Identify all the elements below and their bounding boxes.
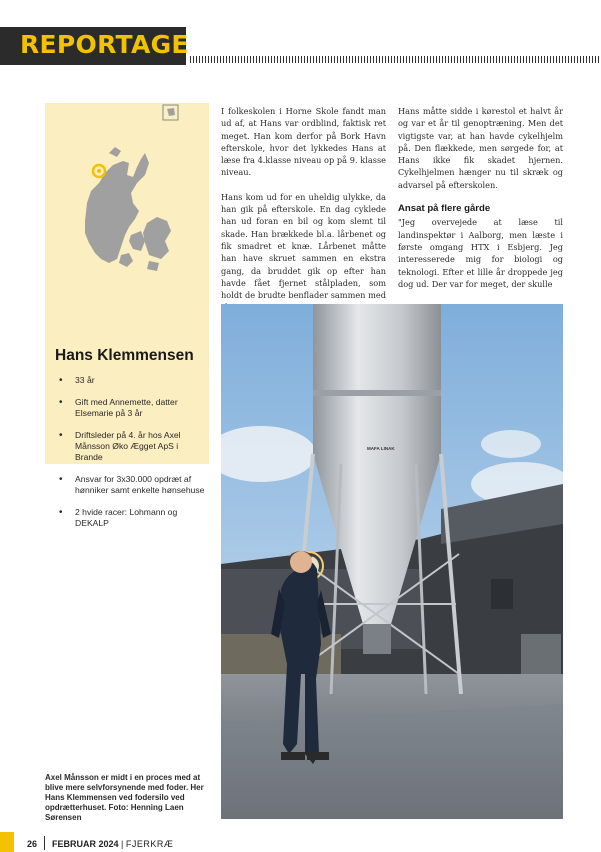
fact-item: • Ansvar for 3x30.000 opdræt af hønniker samt enkelte hønsehuse xyxy=(55,474,205,496)
section-tag xyxy=(0,27,189,65)
page-footer: 26 FEBRUAR 2024 | FJERKRÆ xyxy=(27,836,173,850)
section-label: REPORTAGE xyxy=(20,30,189,59)
fact-item: • 33 år xyxy=(55,375,205,386)
issue-date: FEBRUAR 2024 xyxy=(52,839,119,849)
fact-box xyxy=(45,103,209,528)
paragraph: Hans kom ud for en uheldig ulykke, da han gik på efterskole. En dag cyklede han ud foran en bil og kom slemt til skade. Han brækkede bl.a. lårbenet og fik smadret et knæ. Lårbenet måtte han have skruet sammen en ekstra gang, da bruddet gik op efter han havde fået fjernet stålpladen, som holdt de brudte benflader sammen med xyxy=(221,191,386,301)
paragraph: I folkeskolen i Horne Skole fandt man ud af, at Hans var ordblind, faktisk ret meget. Han kom derfor på Bork Havn efterskole, hvor det lykkedes Hans at læse fra 4.klasse niveau op på 9. klasse niveau. xyxy=(221,106,386,178)
footer-accent xyxy=(0,832,14,852)
fact-list xyxy=(55,375,205,540)
page-number: 26 xyxy=(27,839,38,849)
footer-divider xyxy=(44,836,45,850)
subheading: Ansat på flere gårde xyxy=(398,203,491,215)
fact-item: • Gift med Annemette, datter Elsemarie på 3 år xyxy=(55,397,205,419)
photo-caption: Axel Månsson er midt i en proces med at blive mere selvforsynende med foder. Her Hans Klemmensen ved fodersilo ved opdrætterhuset. Foto: Henning Laen Sørensen xyxy=(45,773,204,822)
person-name: Hans Klemmensen xyxy=(55,347,194,364)
paragraph: "Jeg overvejede at læse til landinspektør i Aalborg, men læste i første omgang HTX i Esbjerg. Jeg interesserede mig for biologi og teknologi. Efter et lille år droppede jeg dog ud. Der var for meget, der skulle xyxy=(398,217,563,289)
article-column-2 xyxy=(398,105,563,302)
magazine-name: FJERKRÆ xyxy=(125,839,174,849)
fact-item: • 2 hvide racer: Lohmann og DEKALP xyxy=(55,507,205,529)
article-column-1 xyxy=(221,105,386,326)
article-photo xyxy=(221,304,563,819)
denmark-map-icon xyxy=(45,103,209,343)
fact-item: • Driftsleder på 4. år hos Axel Månsson Øko Ægget ApS i Brande xyxy=(55,430,205,463)
header-rule xyxy=(190,56,600,63)
silo-brand: MAFA LINAK xyxy=(367,446,395,451)
paragraph: Hans måtte sidde i kørestol et halvt år og var et år til genoptræning. Men det vigtigste var, at han havde cykelhjelm på. Den flækkede, men sørgede for, at Hans ikke fik skadet hjernen. Cykelhjelmen hænger nu til skræk og advarsel på efterskolen. xyxy=(398,106,563,190)
